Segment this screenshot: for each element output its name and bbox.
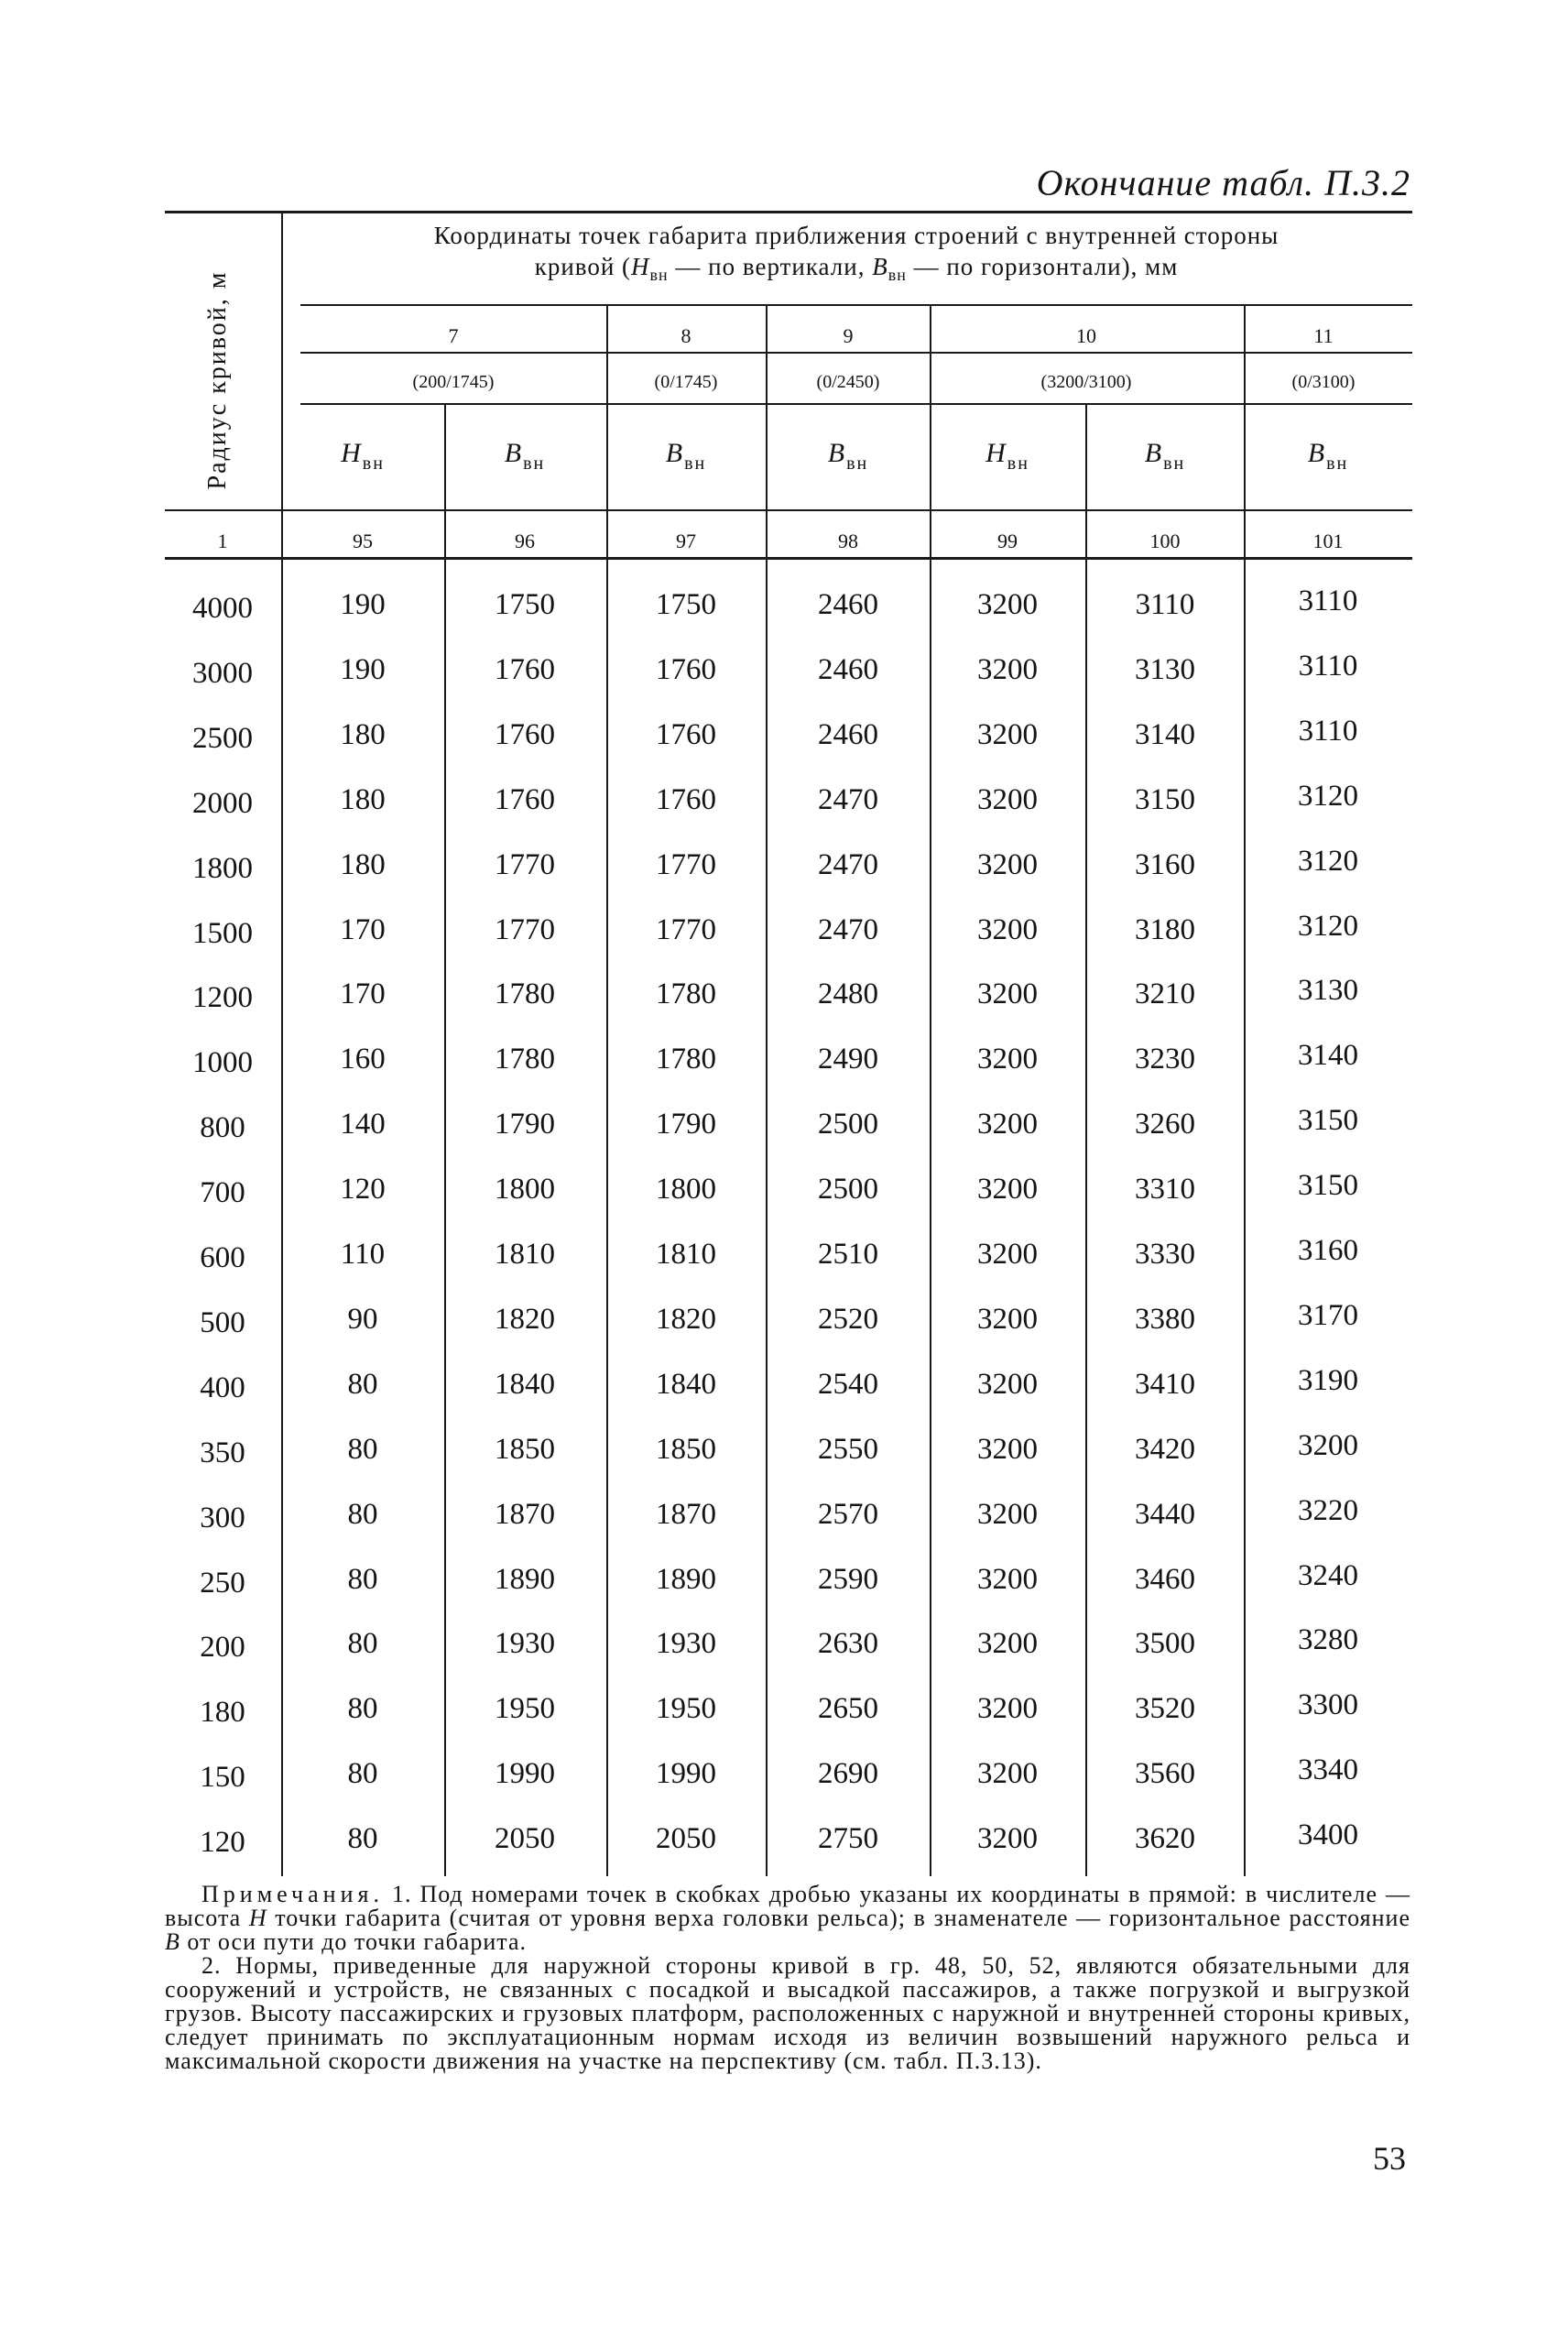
value-cell: 3110 xyxy=(1298,584,1358,617)
value-cell: 1810 xyxy=(495,1238,555,1271)
value-cell: 3280 xyxy=(1298,1623,1358,1656)
value-cell: 3120 xyxy=(1298,780,1358,813)
table-header-main xyxy=(293,220,1420,290)
table-caption: Окончание табл. П.3.2 xyxy=(1036,162,1410,203)
value-cell: 3200 xyxy=(977,653,1038,686)
page-number: 53 xyxy=(1373,2140,1406,2177)
value-cell: 2460 xyxy=(818,653,878,686)
point-coords-10: (3200/3100) xyxy=(1040,372,1132,392)
value-cell: 2520 xyxy=(818,1303,878,1336)
value-cell: 1790 xyxy=(656,1108,716,1141)
value-cell: 2460 xyxy=(818,588,878,621)
value-cell: 2550 xyxy=(818,1433,878,1466)
point-coords-8: (0/1745) xyxy=(654,372,718,392)
radius-cell: 2000 xyxy=(192,787,253,820)
value-cell: 2690 xyxy=(818,1757,878,1790)
value-cell: 3200 xyxy=(977,1563,1038,1596)
value-cell: 1850 xyxy=(495,1433,555,1466)
value-cell: 3230 xyxy=(1135,1043,1195,1076)
value-cell: 3200 xyxy=(977,1238,1038,1271)
value-cell: 110 xyxy=(340,1238,386,1271)
value-cell: 80 xyxy=(347,1498,378,1531)
value-cell: 3210 xyxy=(1135,977,1195,1010)
value-cell: 180 xyxy=(340,783,386,816)
value-cell: 3140 xyxy=(1298,1039,1358,1072)
value-cell: 2750 xyxy=(818,1822,878,1855)
value-cell: 3340 xyxy=(1298,1753,1358,1786)
value-cell: 3160 xyxy=(1135,848,1195,881)
value-cell: 3120 xyxy=(1298,910,1358,943)
value-cell: 2460 xyxy=(818,718,878,751)
value-cell: 3440 xyxy=(1135,1498,1195,1531)
value-cell: 2470 xyxy=(818,848,878,881)
value-cell: 1750 xyxy=(495,588,555,621)
value-cell: 2050 xyxy=(495,1822,555,1855)
radius-cell: 1800 xyxy=(192,852,253,885)
value-cell: 170 xyxy=(340,977,386,1010)
point-number-9: 9 xyxy=(843,324,854,347)
value-cell: 3130 xyxy=(1298,974,1358,1007)
radius-cell: 4000 xyxy=(192,592,253,625)
col-divider-95 xyxy=(444,403,446,1876)
value-cell: 1780 xyxy=(495,1043,555,1076)
header-line-1: Координаты точек габарита приближения строений с внутренней стороны xyxy=(433,222,1279,249)
radius-cell: 400 xyxy=(200,1371,245,1404)
radius-cell: 1200 xyxy=(192,981,253,1014)
value-cell: 80 xyxy=(347,1563,378,1596)
col-divider-97 xyxy=(766,304,768,1876)
radius-cell: 300 xyxy=(200,1502,245,1534)
symbol-b-vn-101: B $_{вн}$ xyxy=(1307,438,1349,474)
radius-cell: 700 xyxy=(200,1176,245,1209)
value-cell: 190 xyxy=(340,588,386,621)
value-cell: 2650 xyxy=(818,1692,878,1725)
value-cell: 2500 xyxy=(818,1108,878,1141)
value-cell: 1800 xyxy=(495,1173,555,1206)
value-cell: 3200 xyxy=(977,1433,1038,1466)
value-cell: 1790 xyxy=(495,1108,555,1141)
value-cell: 1950 xyxy=(495,1692,555,1725)
value-cell: 3520 xyxy=(1135,1692,1195,1725)
value-cell: 3140 xyxy=(1135,718,1195,751)
value-cell: 3200 xyxy=(977,718,1038,751)
value-cell: 3150 xyxy=(1298,1169,1358,1202)
value-cell: 1810 xyxy=(656,1238,716,1271)
value-cell: 2490 xyxy=(818,1043,878,1076)
value-cell: 80 xyxy=(347,1692,378,1725)
value-cell: 3200 xyxy=(977,913,1038,946)
value-cell: 3240 xyxy=(1298,1559,1358,1592)
col-divider-100 xyxy=(1244,304,1246,1876)
value-cell: 2470 xyxy=(818,783,878,816)
value-cell: 140 xyxy=(340,1108,386,1141)
value-cell: 3110 xyxy=(1298,650,1358,683)
point-coords-7: (200/1745) xyxy=(412,372,495,392)
value-cell: 1820 xyxy=(495,1303,555,1336)
value-cell: 3200 xyxy=(977,783,1038,816)
column-number-99: 99 xyxy=(997,530,1018,552)
column-number-101: 101 xyxy=(1312,530,1344,552)
value-cell: 3200 xyxy=(977,1627,1038,1660)
value-cell: 1930 xyxy=(656,1627,716,1660)
value-cell: 3200 xyxy=(977,848,1038,881)
col-divider-99 xyxy=(1085,403,1087,1876)
value-cell: 3150 xyxy=(1135,783,1195,816)
radius-cell: 350 xyxy=(200,1436,245,1469)
value-cell: 1780 xyxy=(495,977,555,1010)
value-cell: 1820 xyxy=(656,1303,716,1336)
value-cell: 1760 xyxy=(495,653,555,686)
value-cell: 80 xyxy=(347,1368,378,1401)
point-coords-11: (0/3100) xyxy=(1291,372,1356,392)
value-cell: 1870 xyxy=(495,1498,555,1531)
value-cell: 3200 xyxy=(977,1303,1038,1336)
value-cell: 170 xyxy=(340,913,386,946)
value-cell: 1770 xyxy=(495,913,555,946)
point-number-10: 10 xyxy=(1076,324,1096,347)
col-divider-96 xyxy=(606,304,608,1876)
value-cell: 3110 xyxy=(1298,715,1358,748)
value-cell: 3170 xyxy=(1298,1299,1358,1332)
radius-cell: 800 xyxy=(200,1111,245,1144)
value-cell: 1930 xyxy=(495,1627,555,1660)
value-cell: 180 xyxy=(340,718,386,751)
value-cell: 1770 xyxy=(495,848,555,881)
value-cell: 2050 xyxy=(656,1822,716,1855)
value-cell: 80 xyxy=(347,1433,378,1466)
point-number-11: 11 xyxy=(1313,324,1334,347)
radius-cell: 250 xyxy=(200,1567,245,1600)
value-cell: 90 xyxy=(347,1303,378,1336)
value-cell: 80 xyxy=(347,1627,378,1660)
value-cell: 2590 xyxy=(818,1563,878,1596)
radius-cell: 120 xyxy=(200,1826,245,1859)
radius-cell: 180 xyxy=(200,1696,245,1729)
symbol-b-vn-97: B $_{вн}$ xyxy=(665,438,707,474)
value-cell: 3200 xyxy=(977,1757,1038,1790)
column-number-98: 98 xyxy=(838,530,858,552)
value-cell: 3380 xyxy=(1135,1303,1195,1336)
value-cell: 80 xyxy=(347,1822,378,1855)
value-cell: 3200 xyxy=(977,588,1038,621)
note-2: 2. Нормы, приведенные для наружной стороны кривой в гр. 48, 50, 52, являются обязательными для сооружений и устройств, не связанных с посадкой и высадкой пассажиров, а также погрузкой и выгрузкой грузов. Высоту пассажирских и грузовых платформ, расположенных с наружной и внутренней стороны кривых, следует принимать по эксплуатационным нормам исходя из величин возвышений наружного рельса и максимальной скорости движения на участке на перспективу (см. табл. П.3.13). xyxy=(165,1952,1410,2074)
value-cell: 1870 xyxy=(656,1498,716,1531)
value-cell: 1850 xyxy=(656,1433,716,1466)
table-top-rule xyxy=(165,211,1412,213)
value-cell: 3200 xyxy=(977,1368,1038,1401)
note-1: Примечания. 1. Под номерами точек в скобках дробью указаны их координаты в прямой: в числителе — высота H точки габарита (считая от уровня верха головки рельса); в знаменателе — горизонтальное расстояние B от оси пути до точки габарита. xyxy=(165,1881,1410,1955)
value-cell: 3330 xyxy=(1135,1238,1195,1271)
value-cell: 2540 xyxy=(818,1368,878,1401)
value-cell: 1760 xyxy=(656,718,716,751)
column-number-95: 95 xyxy=(353,530,373,552)
value-cell: 3200 xyxy=(977,1108,1038,1141)
value-cell: 3260 xyxy=(1135,1108,1195,1141)
radius-cell: 600 xyxy=(200,1241,245,1274)
value-cell: 120 xyxy=(340,1173,386,1206)
value-cell: 3620 xyxy=(1135,1822,1195,1855)
value-cell: 1840 xyxy=(656,1368,716,1401)
value-cell: 3150 xyxy=(1298,1104,1358,1137)
value-cell: 160 xyxy=(340,1043,386,1076)
value-cell: 3190 xyxy=(1298,1364,1358,1397)
point-number-7: 7 xyxy=(448,324,459,347)
value-cell: 3500 xyxy=(1135,1627,1195,1660)
point-coords-9: (0/2450) xyxy=(816,372,880,392)
value-cell: 2500 xyxy=(818,1173,878,1206)
value-cell: 1760 xyxy=(495,783,555,816)
value-cell: 3110 xyxy=(1135,588,1195,621)
radius-cell: 150 xyxy=(200,1761,245,1794)
column-number-96: 96 xyxy=(515,530,535,552)
value-cell: 1760 xyxy=(495,718,555,751)
header-rule-colnums xyxy=(165,509,1412,511)
symbol-b-vn-98: B $_{вн}$ xyxy=(827,438,869,474)
value-cell: 1780 xyxy=(656,1043,716,1076)
symbol-b-vn-96: B $_{вн}$ xyxy=(504,438,546,474)
value-cell: 2630 xyxy=(818,1627,878,1660)
col-divider-98 xyxy=(930,304,931,1876)
radius-cell: 1000 xyxy=(192,1046,253,1079)
value-cell: 3300 xyxy=(1298,1688,1358,1721)
point-number-8: 8 xyxy=(681,324,691,347)
table-notes xyxy=(165,1883,1410,2073)
value-cell: 3200 xyxy=(977,1822,1038,1855)
radius-cell: 500 xyxy=(200,1306,245,1339)
value-cell: 3220 xyxy=(1298,1494,1358,1527)
value-cell: 3420 xyxy=(1135,1433,1195,1466)
value-cell: 2470 xyxy=(818,913,878,946)
value-cell: 1890 xyxy=(656,1563,716,1596)
value-cell: 3200 xyxy=(977,1043,1038,1076)
column-number-97: 97 xyxy=(676,530,696,552)
value-cell: 1950 xyxy=(656,1692,716,1725)
value-cell: 3310 xyxy=(1135,1173,1195,1206)
value-cell: 1990 xyxy=(656,1757,716,1790)
value-cell: 3200 xyxy=(977,977,1038,1010)
value-cell: 3180 xyxy=(1135,913,1195,946)
col-divider-radius xyxy=(281,211,283,1876)
radius-cell: 3000 xyxy=(192,657,253,690)
value-cell: 1770 xyxy=(656,913,716,946)
value-cell: 3400 xyxy=(1298,1818,1358,1851)
radius-column-header: Радиус кривой, м xyxy=(203,270,232,490)
value-cell: 3160 xyxy=(1298,1234,1358,1267)
value-cell: 3200 xyxy=(977,1498,1038,1531)
value-cell: 3410 xyxy=(1135,1368,1195,1401)
value-cell: 1990 xyxy=(495,1757,555,1790)
value-cell: 1780 xyxy=(656,977,716,1010)
value-cell: 1760 xyxy=(656,783,716,816)
value-cell: 3120 xyxy=(1298,845,1358,878)
value-cell: 1770 xyxy=(656,848,716,881)
value-cell: 3560 xyxy=(1135,1757,1195,1790)
value-cell: 3200 xyxy=(977,1173,1038,1206)
radius-cell: 2500 xyxy=(192,722,253,755)
value-cell: 1800 xyxy=(656,1173,716,1206)
value-cell: 3460 xyxy=(1135,1563,1195,1596)
value-cell: 190 xyxy=(340,653,386,686)
value-cell: 1890 xyxy=(495,1563,555,1596)
value-cell: 3130 xyxy=(1135,653,1195,686)
column-number-1: 1 xyxy=(217,530,228,552)
value-cell: 1760 xyxy=(656,653,716,686)
value-cell: 180 xyxy=(340,848,386,881)
header-bottom-rule xyxy=(165,557,1412,560)
radius-cell: 200 xyxy=(200,1631,245,1664)
value-cell: 3200 xyxy=(977,1692,1038,1725)
value-cell: 1750 xyxy=(656,588,716,621)
header-line-2: кривой ($H_{вн}$ — по вертикали, $B_{вн}$ — по горизонтали), мм xyxy=(534,253,1179,284)
symbol-h-vn-99: H $_{вн}$ xyxy=(985,438,1029,474)
value-cell: 3200 xyxy=(1298,1429,1358,1462)
value-cell: 80 xyxy=(347,1757,378,1790)
value-cell: 2570 xyxy=(818,1498,878,1531)
value-cell: 1840 xyxy=(495,1368,555,1401)
radius-cell: 1500 xyxy=(192,917,253,950)
value-cell: 2480 xyxy=(818,977,878,1010)
column-number-100: 100 xyxy=(1149,530,1181,552)
symbol-b-vn-100: B $_{вн}$ xyxy=(1144,438,1186,474)
value-cell: 2510 xyxy=(818,1238,878,1271)
symbol-h-vn-95: H $_{вн}$ xyxy=(341,438,385,474)
